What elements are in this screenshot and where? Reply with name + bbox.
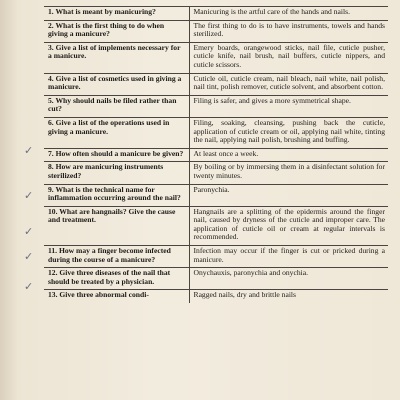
- pencil-check-mark-icon: ✓: [24, 144, 34, 157]
- answer-cell: Hangnails are a splitting of the epidermis around the finger nail, caused by dryness of the cuticle and improper care. The application of cuticle oil or cream at regular intervals is recommended.: [189, 206, 388, 245]
- table-row: [44, 117, 388, 148]
- answer-cell: Onychauxis, paronychia and onychia.: [189, 268, 388, 290]
- table-row: [44, 20, 388, 42]
- question-cell: 9. What is the technical name for inflammation occurring around the nail?: [44, 184, 189, 206]
- pencil-check-mark-icon: ✓: [24, 250, 34, 263]
- question-cell: 7. How often should a manicure be given?: [44, 148, 189, 162]
- table-row: [44, 206, 388, 245]
- question-cell: 5. Why should nails be filed rather than cut?: [44, 95, 189, 117]
- table-row: [44, 7, 388, 21]
- answer-cell: Filing is safer, and gives a more symmetrical shape.: [189, 95, 388, 117]
- question-cell: 6. Give a list of the operations used in giving a manicure.: [44, 117, 189, 148]
- answer-cell: Manicuring is the artful care of the hands and nails.: [189, 7, 388, 21]
- answer-cell: Cuticle oil, cuticle cream, nail bleach, nail white, nail polish, nail tint, polish remover, cuticle solvent, and absorbent cotton.: [189, 73, 388, 95]
- answer-cell: Ragged nails, dry and brittle nails: [189, 290, 388, 303]
- qa-table: [44, 6, 388, 303]
- question-cell: 12. Give three diseases of the nail that should be treated by a physician.: [44, 268, 189, 290]
- question-cell: 4. Give a list of cosmetics used in giving a manicure.: [44, 73, 189, 95]
- pencil-check-mark-icon: ✓: [24, 189, 34, 202]
- table-row: [44, 95, 388, 117]
- table-row: [44, 246, 388, 268]
- answer-cell: Infection may occur if the finger is cut or pricked during a manicure.: [189, 246, 388, 268]
- question-cell: 11. How may a finger become infected during the course of a manicure?: [44, 246, 189, 268]
- answer-cell: By boiling or by immersing them in a disinfectant solution for twenty minutes.: [189, 162, 388, 184]
- table-row: [44, 73, 388, 95]
- table-row: [44, 184, 388, 206]
- question-cell: 10. What are hangnails? Give the cause and treatment.: [44, 206, 189, 245]
- table-row: [44, 42, 388, 73]
- table-row: [44, 268, 388, 290]
- answer-cell: Paronychia.: [189, 184, 388, 206]
- page-gutter-shadow: [0, 0, 18, 400]
- question-cell: 3. Give a list of implements necessary for a manicure.: [44, 42, 189, 73]
- answer-cell: Filing, soaking, cleansing, pushing back the cuticle, application of cuticle cream or oil, applying nail white, tinting the nail, applying nail polish, brushing and buffing.: [189, 117, 388, 148]
- table-row: [44, 290, 388, 303]
- question-cell: 13. Give three abnormal condi-: [44, 290, 189, 303]
- pencil-check-mark-icon: ✓: [24, 280, 34, 293]
- table-row: [44, 162, 388, 184]
- answer-cell: The first thing to do is to have instruments, towels and hands sterilized.: [189, 20, 388, 42]
- answer-cell: At least once a week.: [189, 148, 388, 162]
- table-row: [44, 148, 388, 162]
- question-cell: 1. What is meant by manicuring?: [44, 7, 189, 21]
- answer-cell: Emery boards, orangewood sticks, nail file, cuticle pusher, cuticle knife, nail brush, nail buffers, cuticle nippers, and cuticle scissors.: [189, 42, 388, 73]
- question-cell: 8. How are manicuring instruments sterilized?: [44, 162, 189, 184]
- question-cell: 2. What is the first thing to do when giving a manicure?: [44, 20, 189, 42]
- pencil-check-mark-icon: ✓: [24, 225, 34, 238]
